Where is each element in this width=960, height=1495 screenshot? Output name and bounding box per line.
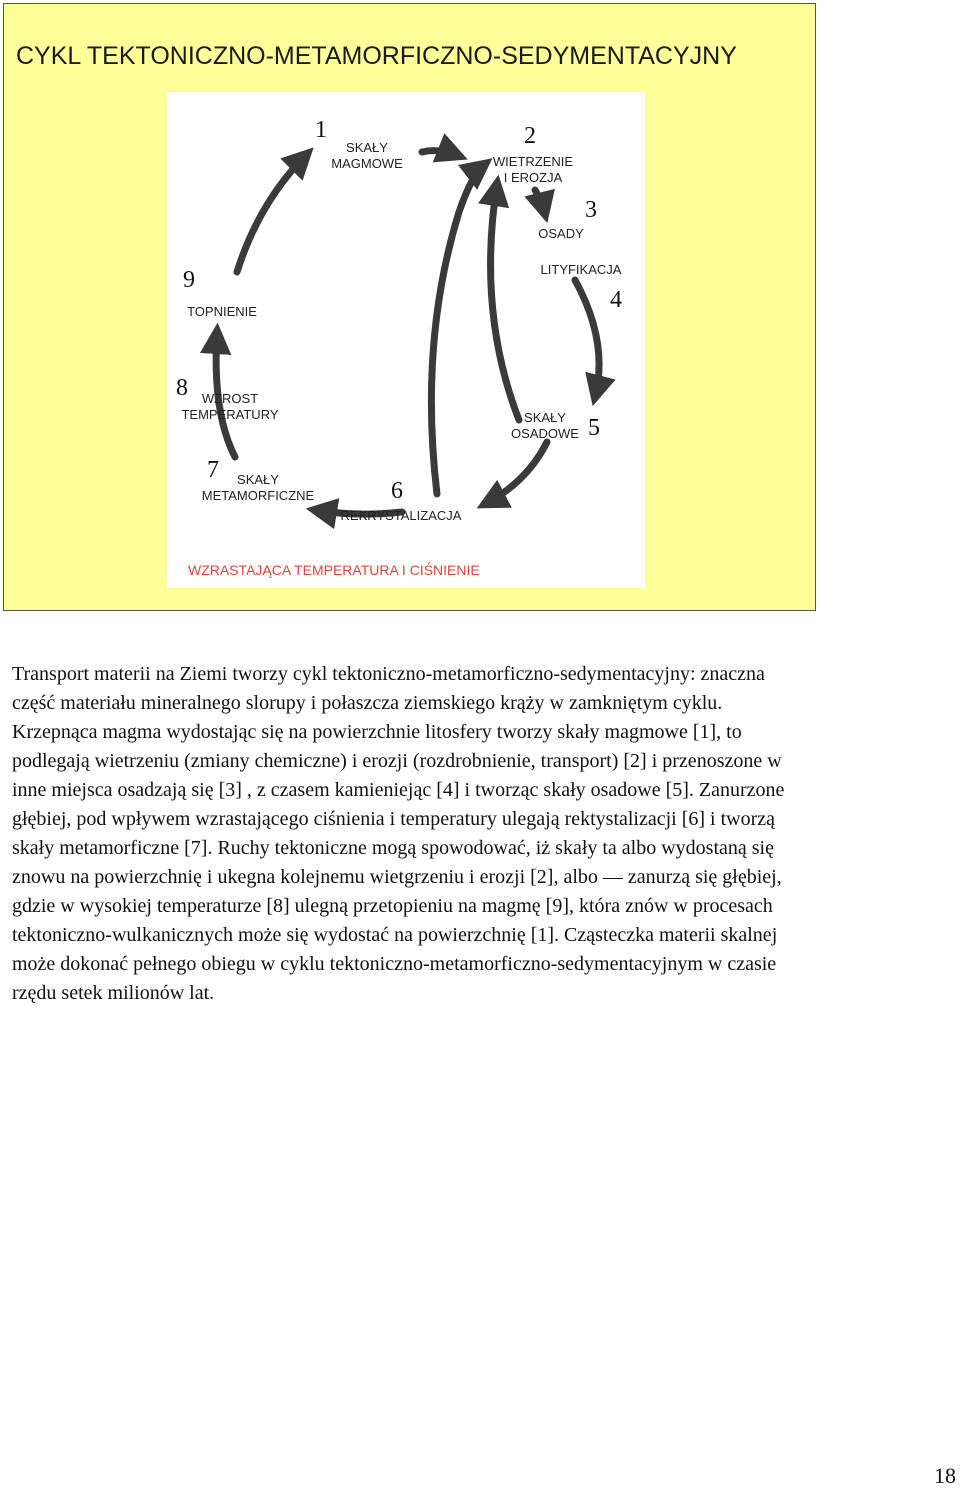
arrow-weathering-to-sediments — [535, 190, 545, 214]
stage-label-weathering: WIETRZENIE I EROZJA — [492, 154, 574, 185]
arrow-sedimentary-to-recrystallization — [485, 442, 547, 504]
slide-panel — [3, 3, 816, 611]
arrow-melting-to-magmatic — [237, 154, 307, 272]
stage-label-recrystallization: REKRYSTALIZACJA — [340, 508, 462, 523]
arrow-lithification-to-sedimentary — [575, 280, 599, 397]
stage-number-sediments: 3 — [585, 197, 597, 223]
stage-label-magmatic: SKAŁY MAGMOWE — [331, 140, 403, 171]
rock-cycle-diagram — [167, 92, 645, 588]
stage-number-melting: 9 — [183, 267, 195, 293]
stage-number-recrystallization: 6 — [391, 478, 403, 504]
arrow-magmatic-to-weathering — [422, 151, 459, 156]
stage-number-temperature: 8 — [176, 375, 188, 401]
page-number: 18 — [934, 1463, 956, 1488]
stage-number-lithification: 4 — [610, 287, 622, 313]
description-paragraph: Transport materii na Ziemi tworzy cykl tektoniczno-metamorficzno-sedymentacyjny: znaczna część materiału mineralnego slorupy i połaszcza ziemskiego krąży w zamkniętym cyklu. Krzepnąca magma wydostając się na powierzchnie litosfery tworzy skały magmowe [1], to podlegają wietrzeniu (zmiany chemiczne) i erozji (rozdrobnienie, transport) [2] i przenoszone w inne miejsca osadzają się [3] , z czasem kamieniejąc [4] i tworząc skały osadowe [5]. Zanurzone głębiej, pod wpływem wzrastającego ciśnienia i temperatury ulegają rektystalizacji [6] i tworzą skały metamorficzne [7]. Ruchy tektoniczne mogą spowodować, iż skały ta albo wydostaną się znowu na powierzchnię i ukegna kolejnemu wietgrzeniu i erozji [2], albo — zanurzą się głębiej, gdzie w wysokiej temperaturze [8] ulegną przetopieniu na magmę [9], która znów w procesach tektoniczno-wulkanicznych może się wydostać na powierzchnię [1]. Cząsteczka materii skalnej może dokonać pełnego obiegu w cyklu tektoniczno-metamorficzno-sedymentacyjnym w czasie rzędu setek milionów lat. — [12, 663, 785, 1004]
stage-label-lithification: LITYFIKACJA — [540, 262, 622, 277]
stage-label-sedimentary: SKAŁY OSADOWE — [511, 410, 579, 441]
stage-number-metamorphic: 7 — [207, 457, 219, 483]
arrow-metamorphic-to-weathering — [431, 164, 485, 494]
stage-label-melting: TOPNIENIE — [187, 304, 257, 319]
slide-title: CYKL TEKTONICZNO-METAMORFICZNO-SEDYMENTACYJNY — [16, 42, 737, 70]
stage-number-sedimentary: 5 — [588, 415, 600, 441]
diagram-bottom-caption: WZRASTAJĄCA TEMPERATURA I CIŚNIENIE — [188, 562, 480, 578]
stage-number-weathering: 2 — [524, 123, 536, 149]
stage-label-temperature: WZROST TEMPERATURY — [181, 391, 279, 422]
stage-label-metamorphic: SKAŁY METAMORFICZNE — [201, 472, 315, 503]
stage-number-magmatic: 1 — [315, 117, 327, 143]
arrow-sedimentary-to-weathering — [491, 184, 519, 420]
stage-label-sediments: OSADY — [538, 226, 584, 241]
